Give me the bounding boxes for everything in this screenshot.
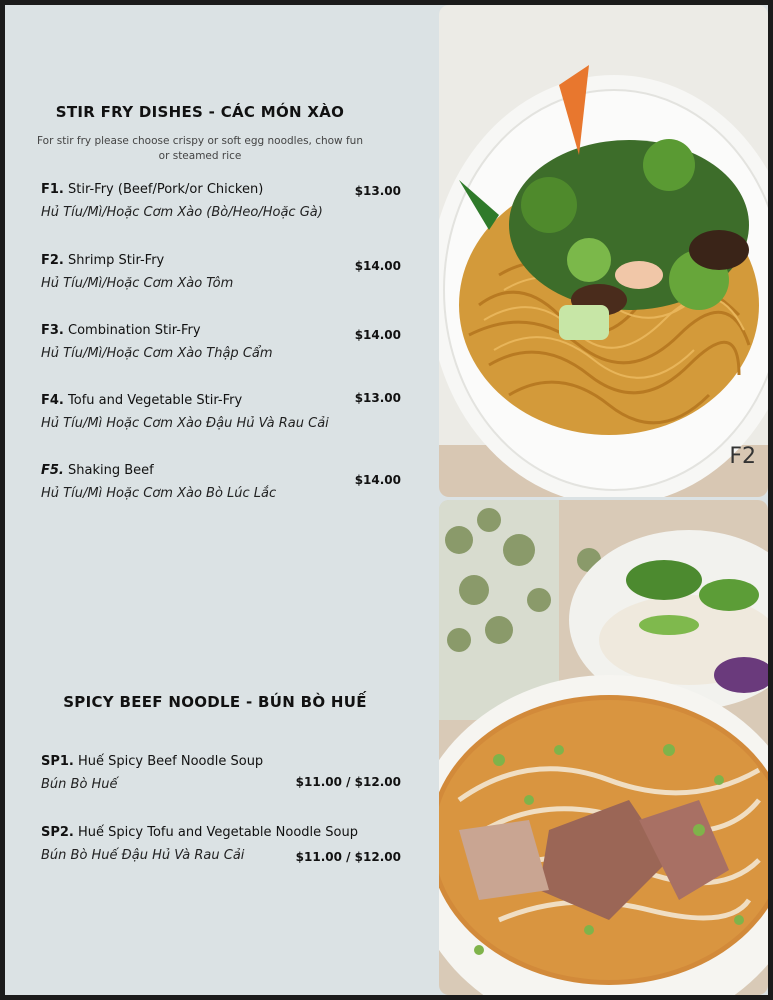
item-name: Huế Spicy Beef Noodle Soup	[73, 754, 264, 769]
item-price: $11.00 / $12.00	[295, 775, 401, 789]
item-name: Combination Stir-Fry	[63, 323, 201, 338]
spicy-beef-section-title: SPICY BEEF NOODLE - BÚN BÒ HUẾ	[63, 693, 367, 711]
item-price: $11.00 / $12.00	[295, 850, 401, 864]
item-code: SP1.	[41, 754, 74, 769]
menu-item-f4	[41, 391, 401, 434]
item-name: Shrimp Stir-Fry	[63, 253, 165, 268]
item-vietnamese-name: Hủ Tíu/Mì/Hoặc Cơm Xào (Bò/Heo/Hoặc Gà)	[41, 205, 323, 220]
item-code: F5.	[41, 463, 64, 478]
stir-fry-photo	[439, 5, 768, 497]
item-code: F3.	[41, 323, 64, 338]
item-code: F4.	[41, 393, 64, 408]
item-vietnamese-name: Hủ Tíu/Mì/Hoặc Cơm Xào Tôm	[41, 276, 234, 291]
item-code: SP2.	[41, 825, 74, 840]
bun-bo-hue-photo	[439, 500, 768, 995]
menu-item-sp1	[41, 752, 401, 795]
stir-fry-note: For stir fry please choose crispy or soft egg noodles, chow fun or steamed rice	[37, 135, 363, 162]
item-name: Tofu and Vegetable Stir-Fry	[63, 393, 243, 408]
menu-column	[5, 5, 437, 995]
item-vietnamese-name: Bún Bò Huế Đậu Hủ Và Rau Cải	[41, 848, 245, 863]
item-name: Stir-Fry (Beef/Pork/or Chicken)	[63, 182, 264, 197]
menu-page	[5, 5, 768, 995]
item-price: $14.00	[354, 473, 401, 487]
menu-item-f2	[41, 251, 401, 294]
item-price: $14.00	[354, 328, 401, 342]
item-vietnamese-name: Hủ Tíu/Mì Hoặc Cơm Xào Bò Lúc Lắc	[41, 486, 277, 501]
menu-item-f3	[41, 321, 401, 364]
menu-item-sp2	[41, 823, 401, 866]
item-price: $14.00	[354, 259, 401, 273]
bun-bo-hue-illustration	[439, 500, 768, 995]
item-code: F2.	[41, 253, 64, 268]
menu-item-f1	[41, 180, 401, 223]
stir-fry-illustration	[439, 5, 768, 497]
item-vietnamese-name: Hủ Tíu/Mì/Hoặc Cơm Xào Thập Cẩm	[41, 346, 273, 361]
menu-item-f5	[41, 461, 401, 504]
item-vietnamese-name: Hủ Tíu/Mì Hoặc Cơm Xào Đậu Hủ Và Rau Cải	[41, 416, 329, 431]
item-price: $13.00	[354, 184, 401, 198]
stir-fry-section-title: STIR FRY DISHES - CÁC MÓN XÀO	[55, 103, 345, 121]
item-price: $13.00	[354, 391, 401, 405]
item-vietnamese-name: Bún Bò Huế	[41, 777, 118, 792]
item-name: Shaking Beef	[63, 463, 154, 478]
item-code: F1.	[41, 182, 64, 197]
item-name: Huế Spicy Tofu and Vegetable Noodle Soup	[73, 825, 358, 840]
photo-label: F2	[729, 444, 756, 469]
